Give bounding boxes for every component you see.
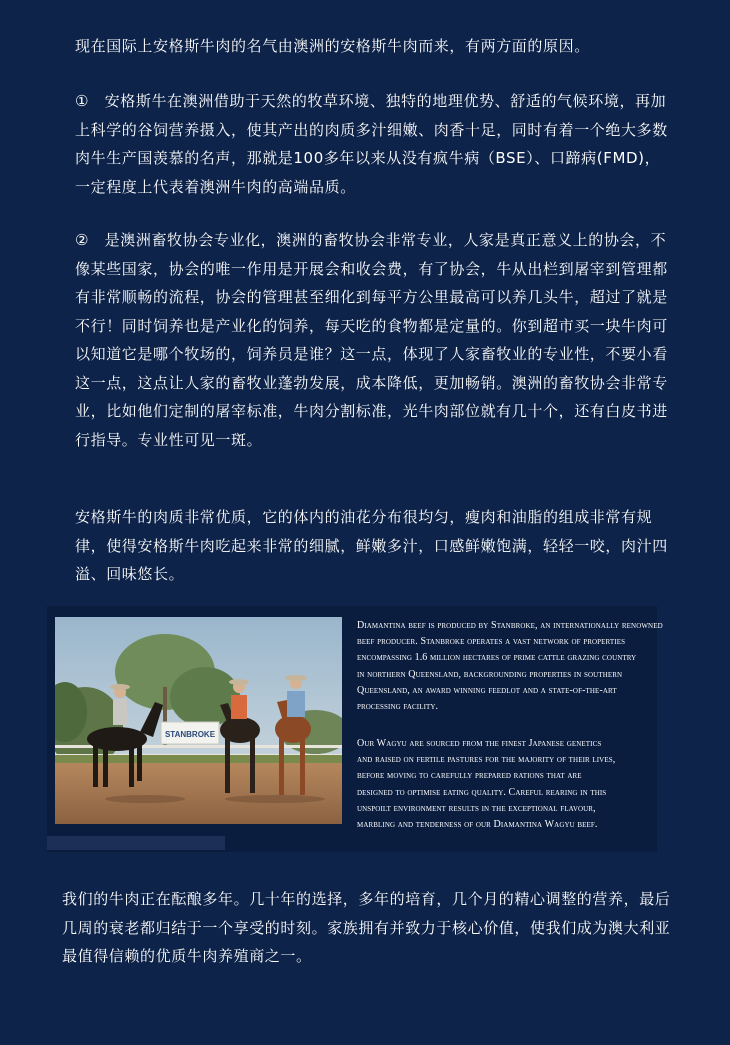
photo-sign-text: STANBROKE [164,730,216,739]
reason-one-paragraph: ① 安格斯牛在澳洲借助于天然的牧草环境、独特的地理优势、舒适的气候环境，再加上科学的谷饲营养摄入，使其产出的肉质多汁细嫩、肉香十足，同时有着一个绝大多数肉牛生产国羡慕的名声，那就是100多年以来从没有疯牛病（BSE）、口蹄病(FMD)，一定程度上代表着澳洲牛肉的高端品质。 [75,92,668,196]
intro-paragraph: 现在国际上安格斯牛肉的名气由澳洲的安格斯牛肉而来，有两方面的原因。 [75,37,590,55]
reason-two-paragraph: ② 是澳洲畜牧协会专业化，澳洲的畜牧协会非常专业，人家是真正意义上的协会，不像某些国家，协会的唯一作用是开展会和收会费，有了协会，牛从出栏到屠宰到管理都有非常顺畅的流程，协会的管理甚至细化到每平方公里最高可以养几头牛，超过了就是不行！同时饲养也是产业化的饲养，每天吃的食物都是定量的。你到超市买一块牛肉可以知道它是哪个牧场的，饲养员是谁？这一点，体现了人家畜牧业的专业性，不要小看这一点，这点让人家的畜牧业蓬勃发展，成本降低，更加畅销。澳洲的畜牧协会非常专业，比如他们定制的屠宰标准，牛肉分割标准，光牛肉部位就有几十个，还有白皮书进行指导。专业性可见一斑。 [75,231,668,449]
quality-paragraph: 安格斯牛的肉质非常优质，它的体内的油花分布很均匀，瘦肉和油脂的组成非常有规律，使得安格斯牛肉吃起来非常的细腻，鲜嫩多汁，口感鲜嫩饱满，轻轻一咬，肉汁四溢、回味悠长。 [75,508,668,583]
panel-accent-strip [47,836,225,850]
stanbroke-description: Diamantina beef is produced by Stanbroke, an internationally renowned beef producer. Stanbroke operates a vast network of properties encompassing 1.6 million hectares of prime cattle grazing country in northern Queensland, backgrounding properties in southern Queensland, an award winning feedlot and a state-of-the-art processing facility. [357,620,663,713]
ranch-riders-photo [55,617,342,824]
wagyu-description: Our Wagyu are sourced from the finest Japanese genetics and raised on fertile pastures for the majority of their lives, before moving to carefully prepared rations that are designed to optimise eating quality. Careful rearing in this unspoilt environment results in the exceptional flavour, marbling and tenderness of our Diamantina Wagyu beef. [357,738,616,831]
closing-paragraph: 我们的牛肉正在酝酿多年。几十年的选择，多年的培育，几个月的精心调整的营养，最后几周的衰老都归结于一个享受的时刻。家族拥有并致力于核心价值，使我们成为澳大利亚最值得信赖的优质牛肉养殖商之一。 [62,890,671,965]
